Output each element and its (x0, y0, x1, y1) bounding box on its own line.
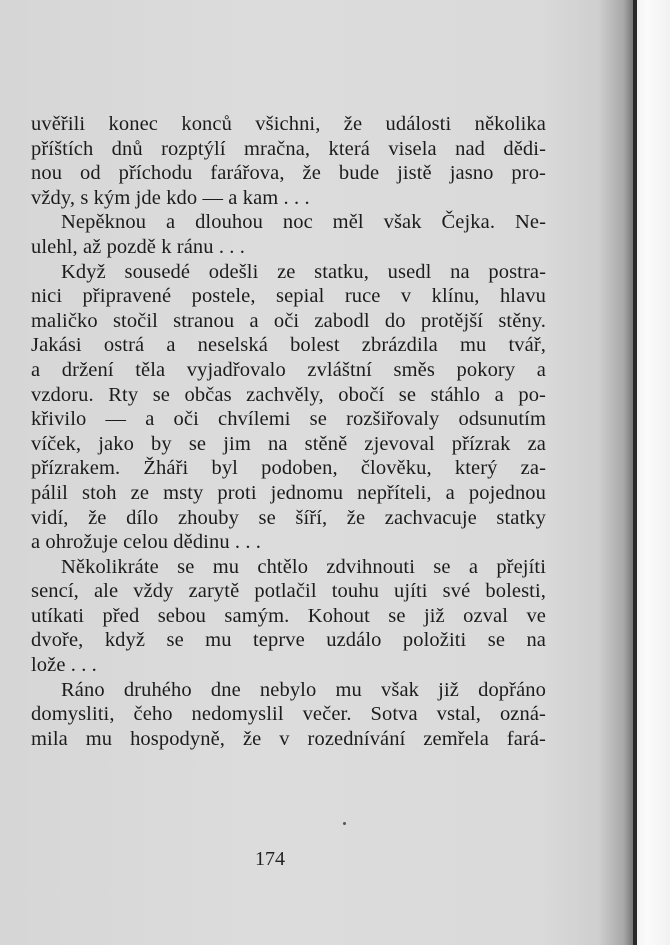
paper-speck (343, 822, 346, 825)
adjacent-page-edge (637, 0, 670, 945)
text-line: lože . . . (31, 654, 97, 677)
text-line: maličko stočil stranou a oči zabodl do protější stěny. (31, 309, 546, 332)
text-line: nici připravené postele, sepial ruce v klínu, hlavu (31, 285, 546, 308)
text-line: vzdoru. Rty se občas zachvěly, obočí se stáhlo a po- (31, 383, 546, 406)
text-line: Několikráte se mu chtělo zdvihnouti se a přejíti (61, 555, 546, 578)
text-line: víček, jako by se jim na stěně zjevoval přízrak za (31, 432, 546, 455)
text-line: pálil stoh ze msty proti jednomu nepříteli, a pojednou (31, 481, 546, 504)
text-line: vždy, s kým jde kdo — a kam . . . (31, 186, 310, 209)
text-line: Nepěknou a dlouhou noc měl však Čejka. Ne- (61, 211, 546, 234)
text-line: Když sousedé odešli ze statku, usedl na postra- (61, 260, 546, 283)
text-line: vidí, že dílo zhouby se šíří, že zachvacuje statky (31, 506, 546, 529)
text-line: a ohrožuje celou dědinu . . . (31, 531, 262, 554)
text-line: Ráno druhého dne nebylo mu však již dopřáno (61, 678, 546, 701)
text-line: uvěřili konec konců všichni, že události několika (31, 113, 546, 135)
text-line: příštích dnů rozptýlí mračna, která visela nad dědi- (31, 137, 546, 160)
text-line: přízrakem. Žháři byl podoben, člověku, který za- (31, 457, 546, 480)
page-text (31, 112, 546, 751)
text-line: Jakási ostrá a neselská bolest zbrázdila mu tvář, (31, 334, 546, 357)
text-line: utíkati před sebou samým. Kohout se již ozval ve (31, 604, 546, 627)
text-line: a držení těla vyjadřovalo zvláštní směs pokory a (31, 358, 546, 381)
text-line: křivilo — a oči chvílemi se rozšiřovaly odsunutím (31, 408, 546, 431)
text-line: domysliti, čeho nedomyslil večer. Sotva vstal, ozná- (31, 703, 546, 726)
text-line: sencí, ale vždy zarytě potlačil touhu ujíti své bolesti, (31, 580, 546, 603)
text-line: mila mu hospodyně, že v rozednívání zemřela fará- (31, 727, 546, 750)
text-line: dvoře, když se mu teprve uzdálo položiti se na (31, 629, 546, 652)
text-line: nou od příchodu farářova, že bude jistě jasno pro- (31, 162, 546, 185)
page-number: 174 (255, 848, 285, 870)
text-line: ulehl, až pozdě k ránu . . . (31, 235, 245, 258)
